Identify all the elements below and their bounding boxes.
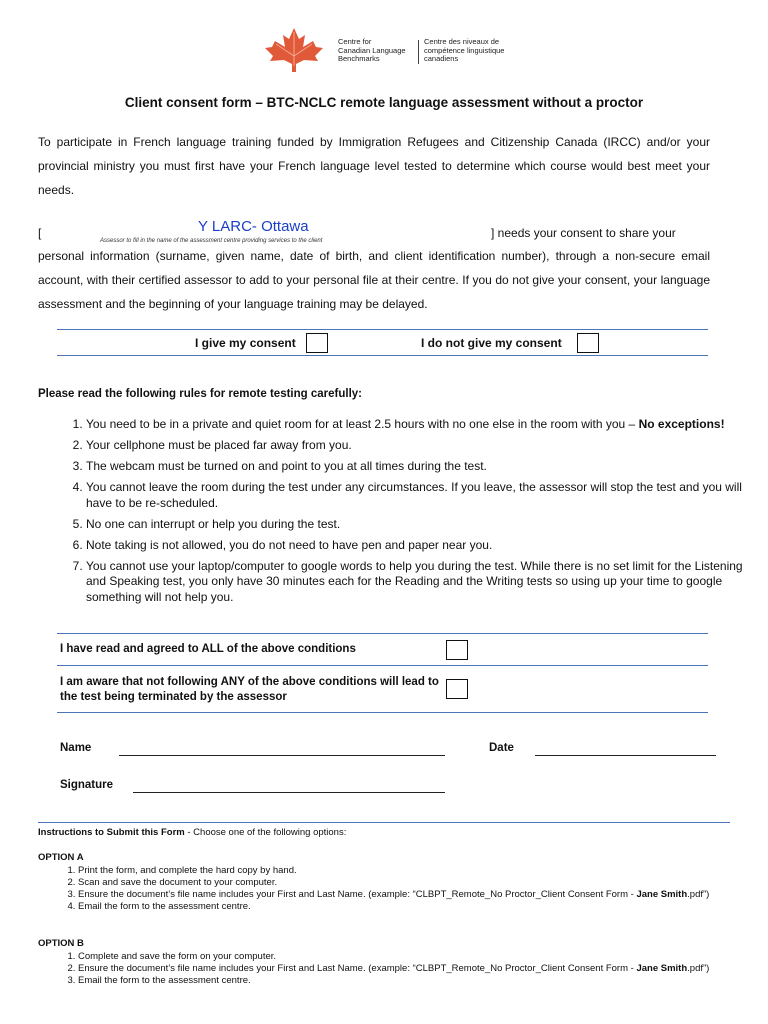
- step-item: 1. Complete and save the form on your computer.: [78, 951, 758, 963]
- rule-item: 7. You cannot use your laptop/computer to google words to help you during the test. While there is no set limit for the Listening and Speaking test, you only have 30 minutes each for the Reading and the Writing tests so using up your time to google something will not help you.: [86, 559, 746, 606]
- agree-mid-rule: [57, 665, 708, 666]
- consent-statement-tail: ] needs your consent to share your: [491, 226, 676, 240]
- date-field[interactable]: [535, 755, 716, 756]
- option-b-title: OPTION B: [38, 938, 84, 949]
- assessment-centre-field[interactable]: Y LARC- Ottawa: [198, 218, 309, 235]
- rule-item: 3. The webcam must be turned on and point to you at all times during the test.: [86, 459, 746, 475]
- instructions-rule: [38, 822, 730, 823]
- instructions-heading: Instructions to Submit this Form - Choose one of the following options:: [38, 827, 347, 838]
- step-item: 1. Print the form, and complete the hard copy by hand.: [78, 865, 758, 877]
- rule-item: 2. Your cellphone must be placed far away from you.: [86, 438, 746, 454]
- rule-item: 5. No one can interrupt or help you during the test.: [86, 517, 746, 533]
- step-item: 4. Email the form to the assessment centre.: [78, 901, 758, 913]
- option-a-steps: [38, 865, 758, 913]
- rules-heading: Please read the following rules for remote testing carefully:: [38, 388, 362, 400]
- date-label: Date: [489, 742, 514, 754]
- logo-text-en: Centre for Canadian Language Benchmarks: [338, 37, 406, 63]
- no-consent-checkbox[interactable]: [577, 333, 599, 353]
- step-item: 2. Ensure the document’s file name includes your First and Last Name. (example: “CLBPT_Remote_No Proctor_Client Consent Form - Jane Smith.pdf”): [78, 963, 758, 975]
- bracket-open: [: [38, 226, 42, 240]
- consent-bottom-rule: [57, 355, 708, 356]
- option-b-steps: [38, 951, 758, 987]
- agree-top-rule: [57, 633, 708, 634]
- step-item: 3. Email the form to the assessment centre.: [78, 975, 758, 987]
- rules-list: [46, 417, 746, 611]
- option-a-title: OPTION A: [38, 852, 84, 863]
- logo-text-fr: Centre des niveaux de compétence linguistique canadiens: [424, 37, 505, 63]
- intro-paragraph: To participate in French language training funded by Immigration Refugees and Citizenship Canada (IRCC) and/or your provincial ministry you must first have your French language level tested to determine which course would best meet your needs.: [38, 135, 710, 197]
- name-label: Name: [60, 742, 92, 754]
- read-agreed-checkbox[interactable]: [446, 640, 468, 660]
- agree-bottom-rule: [57, 712, 708, 713]
- assessment-centre-hint: Assessor to fill in the name of the assessment centre providing services to the client: [100, 238, 323, 244]
- signature-label: Signature: [60, 779, 114, 791]
- rule-item: 4. You cannot leave the room during the test under any circumstances. If you leave, the assessor will stop the test and you will have to be re-scheduled.: [86, 480, 746, 511]
- read-agreed-label: I have read and agreed to ALL of the above conditions: [60, 643, 356, 655]
- give-consent-label: I give my consent: [195, 336, 296, 350]
- aware-checkbox[interactable]: [446, 679, 468, 699]
- step-item: 3. Ensure the document’s file name includes your First and Last Name. (example: “CLBPT_Remote_No Proctor_Client Consent Form - Jane Smith.pdf”): [78, 889, 758, 901]
- clb-logo: [258, 26, 528, 74]
- rule-item: 6. Note taking is not allowed, you do not need to have pen and paper near you.: [86, 538, 746, 554]
- aware-label: I am aware that not following ANY of the above conditions will lead to the test being terminated by the assessor: [60, 676, 439, 703]
- consent-top-rule: [57, 329, 708, 330]
- name-field[interactable]: [119, 755, 445, 756]
- step-item: 2. Scan and save the document to your computer.: [78, 877, 758, 889]
- consent-statement-body: personal information (surname, given name, date of birth, and client identification number), through a non-secure email account, with their certified assessor to add to your personal file at their centre. If you do not give your consent, your language assessment and the beginning of your language training may be delayed.: [38, 249, 710, 311]
- logo-divider: [418, 40, 419, 64]
- give-consent-checkbox[interactable]: [306, 333, 328, 353]
- no-consent-label: I do not give my consent: [421, 336, 562, 350]
- signature-field[interactable]: [133, 792, 445, 793]
- rule-item: 1. You need to be in a private and quiet room for at least 2.5 hours with no one else in the room with you – No exceptions!: [86, 417, 746, 433]
- form-title: Client consent form – BTC-NCLC remote language assessment without a proctor: [124, 95, 644, 110]
- maple-leaf-icon: [258, 26, 330, 74]
